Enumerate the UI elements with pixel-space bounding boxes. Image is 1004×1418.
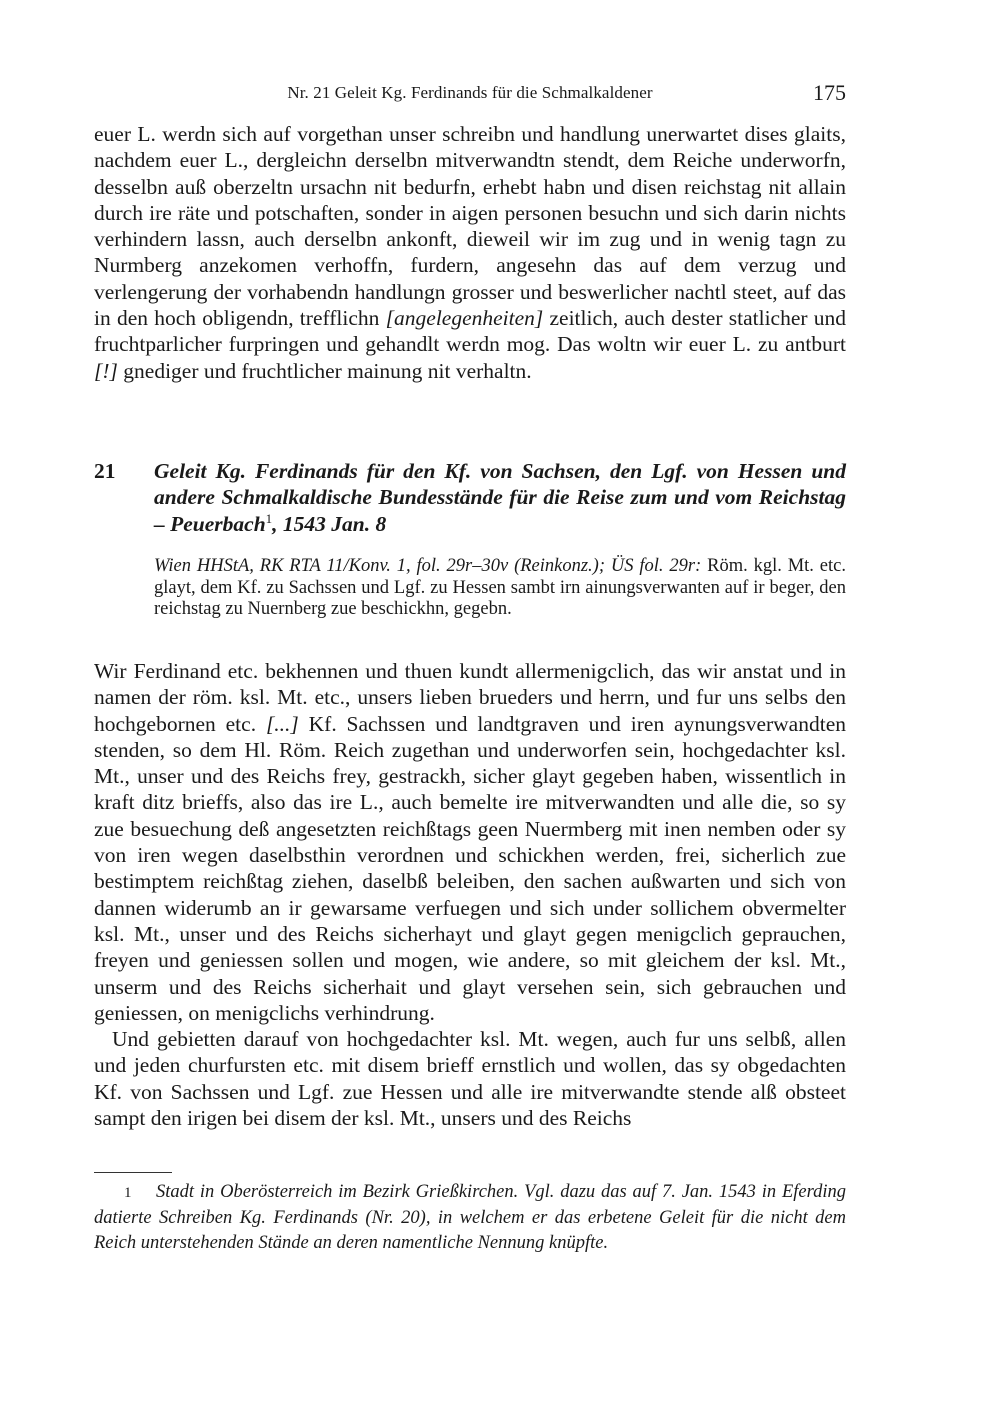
- footnote-divider: [94, 1172, 172, 1173]
- document-title-text: Geleit Kg. Ferdinands für den Kf. von Sachsen, den Lgf. von Hessen und andere Schmalkaldische Bundesstände für die Reise zum und vom Reichstag – Peuerbach: [154, 459, 846, 536]
- document-title-date: , 1543 Jan. 8: [272, 511, 387, 536]
- running-head: [94, 80, 846, 108]
- document-number: 21: [94, 459, 116, 483]
- document-body: [94, 658, 846, 1131]
- intro-text: euer L. werdn sich auf vorgethan unser schreibn und handlung unerwartet dises glaits, nachdem euer L., dergleichn derselbn mitverwandtn stendt, dem Reiche underworfn, desselbn auß oberzeltn ursachn nit bedurfn, erhebt habn und disen reichstag nit allain durch ire räte und potschaften, sonder in aigen personen besuchn und sich darin nichts verhindern lassn, auch derselbn ankonft, dieweil wir im zug und in wenig tagn zu Nurmberg anzekomen verhoffn, furdern, angesehn das auf dem verzug und verlengerung der vorhabendn handlungn grosser und beswerlicher nachtl steet, auf das in den hoch obligendn, trefflichn: [94, 122, 846, 331]
- running-title: Nr. 21 Geleit Kg. Ferdinands für die Schmalkaldener: [287, 83, 653, 102]
- page-number: 175: [813, 80, 846, 105]
- intro-text-3: gnediger und fruchtlicher mainung nit verhaltn.: [117, 358, 532, 383]
- footnote-text: Stadt in Oberösterreich im Bezirk Grießkirchen. Vgl. dazu das auf 7. Jan. 1543 in Eferding datierte Schreiben Kg. Ferdinands (Nr. 20), in welchem er das erbetene Geleit für die nicht dem Reich unterstehenden Stände an deren namentliche Nennung knüpfte.: [94, 1182, 846, 1253]
- source-summary: Röm. kgl. Mt. etc. glayt, dem Kf. zu Sachssen und Lgf. zu Hessen sambt irn ainungsverwanten auf ir beger, den reichstag zu Nuernberg zue beschickhn, gegebn.: [154, 556, 846, 619]
- document-title: [154, 458, 846, 537]
- body-ellipsis: [...]: [265, 711, 299, 736]
- intro-bracket: [angelegenheiten]: [385, 306, 544, 331]
- intro-sic: [!]: [94, 358, 118, 383]
- footnote: [94, 1180, 846, 1256]
- body-paragraph-1: [94, 658, 846, 1026]
- footnote-mark: 1: [124, 1185, 132, 1201]
- source-reference: Wien HHStA, RK RTA 11/Konv. 1, fol. 29r–30v (Reinkonz.); ÜS fol. 29r:: [154, 556, 702, 576]
- body-paragraph-2: Und gebietten darauf von hochgedachter ksl. Mt. wegen, auch fur uns selbß, allen und jeden churfursten etc. mit disem brieff ernstlich und wollen, das sy obgedachten Kf. von Sachssen und Lgf. zue Hessen und alle ire mitverwandte stende alß obsteet sampt den irigen bei disem der ksl. Mt., unsers und des Reichs: [94, 1027, 846, 1131]
- body-p1-b: Kf. Sachssen und landtgraven und iren aynungsverwandten stenden, so dem Hl. Röm. Reich zugethan und underworfen sein, hochgedachter ksl. Mt., unser und des Reichs frey, gestrackh, sicher glayt gegeben haben, wissentlich in kraft ditz brieffs, also das ire L., auch bemelte ire mitverwandten und alle die, so sy zue besuechung deß angesetzten reichßtags geen Nuermberg mit inen nemben oder sy von iren wegen daselbsthin verordnen und schickhen werden, frei, sicherlich zue bestimptem reichßtag ziehen, daselbß beleiben, den sachen außwarten und sich von dannen widerumb an ir gewarsame verfuegen und sich under sollichem obvermelter ksl. Mt., unser und des Reichs sicherhayt und glayt gegen menigclich geprauchen, freyen und geniessen sollen und mogen, wie andere, so mit gleichem der ksl. Mt., unserm und des Reichs sicherhait und glayt versehen sein, sich gebrauchen und geniessen, on menigclichs verhindrung.: [94, 711, 846, 1025]
- intro-text-2: zeitlich, auch dester statlicher und fruchtparlicher furpringen und gehandlt werdn mog. Das woltn wir euer L. zu antburt: [94, 306, 847, 357]
- intro-paragraph: [94, 121, 846, 384]
- title-footnote-mark[interactable]: 1: [265, 510, 273, 526]
- body-p1-a: Wir Ferdinand etc. bekhennen und thuen kundt allermenigclich, das wir anstat und in namen der röm. ksl. Mt. etc., unsers lieben brueders und herrn, und fur uns selbs den hochgebornen etc.: [94, 659, 846, 736]
- source-note: [154, 556, 846, 621]
